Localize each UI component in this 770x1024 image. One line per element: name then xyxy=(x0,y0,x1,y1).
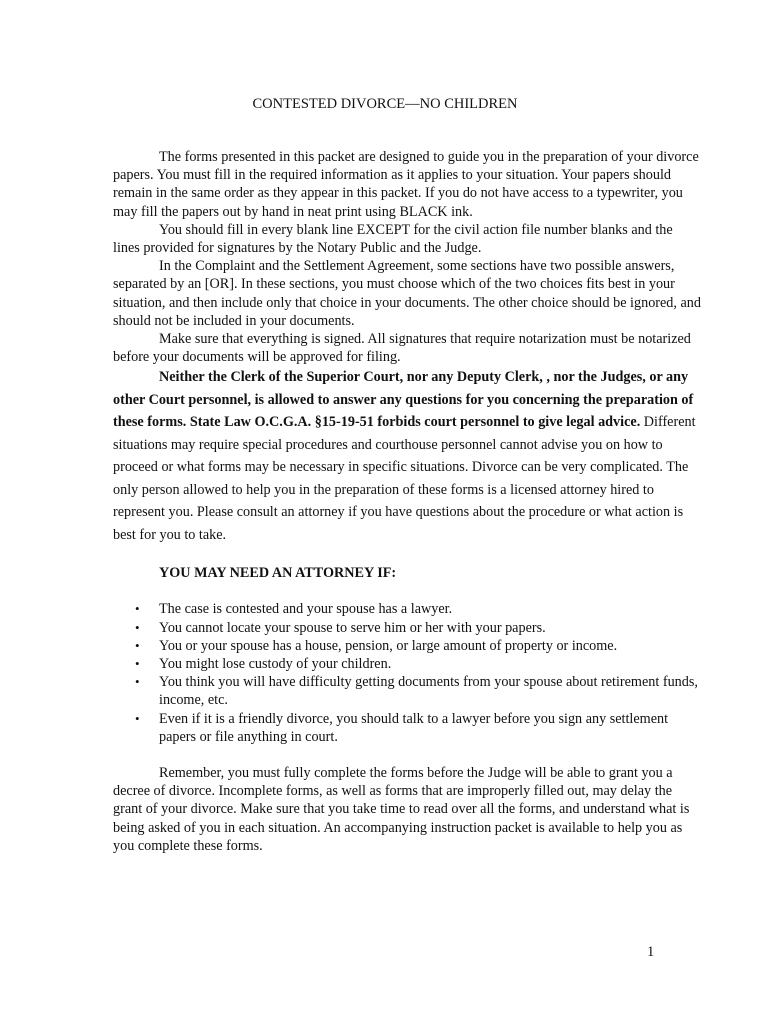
paragraph-legal-advice xyxy=(113,366,703,546)
list-item: • The case is contested and your spouse has a lawyer. xyxy=(135,601,453,618)
attorney-heading: YOU MAY NEED AN ATTORNEY IF: xyxy=(159,565,397,582)
bullet-icon: • xyxy=(135,674,140,690)
bullet-icon: • xyxy=(135,656,140,672)
bullet-icon: • xyxy=(135,637,140,653)
paragraph-signatures: Make sure that everything is signed. All signatures that require notarization must be notarized before your documents will be approved for filing. xyxy=(113,331,691,366)
bullet-icon: • xyxy=(135,710,140,726)
page-number: 1 xyxy=(647,944,655,960)
paragraph-or-choices: In the Complaint and the Settlement Agreement, some sections have two possible answers, separated by an [OR]. In these sections, you must choose which of the two choices fits best in your situation, and then include only that choice in your documents. The other choice should be ignored, and should not be included in your documents. xyxy=(113,258,701,329)
paragraph-instructions: The forms presented in this packet are designed to guide you in the preparation of your divorce papers. You must fill in the required information as it applies to your situation. Your papers should remain in the same order as they appear in this packet. If you do not have access to a typewriter, you may fill the papers out by hand in neat print using BLACK ink. xyxy=(113,149,699,220)
bullet-icon: • xyxy=(135,619,140,635)
paragraph-blank-lines: You should fill in every blank line EXCEPT for the civil action file number blanks and the lines provided for signatures by the Notary Public and the Judge. xyxy=(113,221,673,257)
list-item: • You might lose custody of your children. xyxy=(135,656,392,673)
document-title: CONTESTED DIVORCE—NO CHILDREN xyxy=(252,96,518,112)
list-item: • Even if it is a friendly divorce, you should talk to a lawyer before you sign any settlement papers or file anything in court. xyxy=(135,710,669,745)
legal-advice-text: Different situations may require special procedures and courthouse personnel cannot advise you on how to proceed or what forms may be necessary in specific situations. Divorce can be very complicated. The only person allowed to help you in the preparation of these forms is a licensed attorney hired to represent you. Please consult an attorney if you have questions about the procedure or what action is best for you to take. xyxy=(113,414,696,543)
list-item: • You cannot locate your spouse to serve him or her with your papers. xyxy=(135,619,546,636)
legal-advice-warning: Neither the Clerk of the Superior Court, nor any Deputy Clerk, , nor the Judges, or any other Court personnel, is allowed to answer any questions for you concerning the preparation of these forms. State Law O.C.G.A. §15-19-51 forbids court personnel to give legal advice. xyxy=(113,369,694,431)
bullet-icon: • xyxy=(135,601,140,617)
paragraph-closing: Remember, you must fully complete the forms before the Judge will be able to grant you a decree of divorce. Incomplete forms, as well as forms that are improperly filled out, may delay the grant of your divorce. Make sure that you take time to read over all the forms, and understand what is being asked of you in each situation. An accompanying instruction packet is available to help you as you complete these forms. xyxy=(113,765,690,854)
attorney-reasons-list xyxy=(113,600,703,746)
list-item: • You think you will have difficulty getting documents from your spouse about retirement funds, income, etc. xyxy=(135,674,698,709)
document-body xyxy=(113,148,703,855)
list-item: • You or your spouse has a house, pension, or large amount of property or income. xyxy=(135,637,618,654)
